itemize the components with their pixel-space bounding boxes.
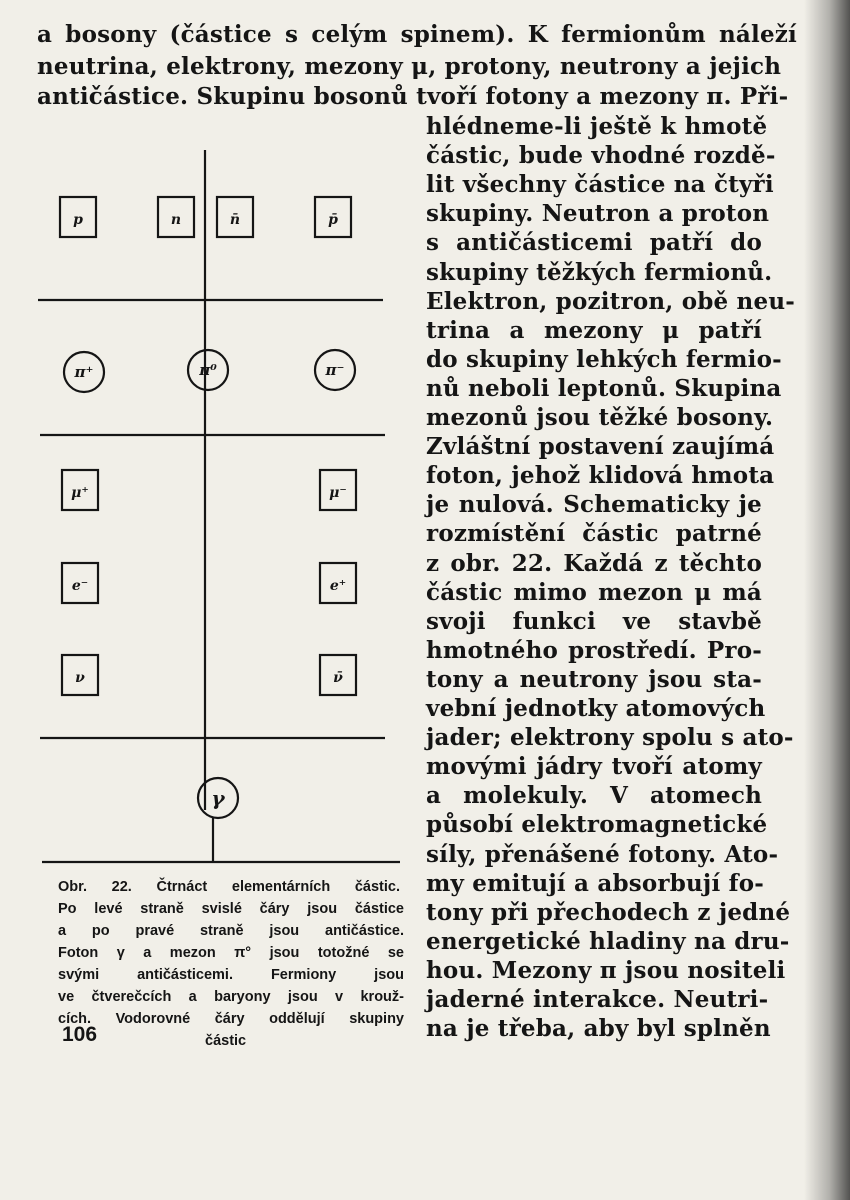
body-line-right-32: na je třeba, aby byl splněn	[426, 1015, 771, 1043]
body-line-right-21: vební jednotky atomových	[426, 695, 766, 722]
label-pi-plus: π⁺	[74, 363, 94, 381]
body-line-right-4: skupiny. Neutron a proton	[426, 200, 770, 228]
label-e-plus: e⁺	[329, 578, 347, 594]
label-mu-minus: μ⁻	[329, 485, 347, 501]
label-p: p	[73, 212, 83, 228]
body-line-right-12: Zvláštní postavení zaujímá	[426, 433, 775, 461]
body-line-top-2: neutrina, elektrony, mezony μ, protony, neutrony a jejich	[37, 53, 782, 80]
body-line-right-20: tony a neutrony jsou sta-	[426, 665, 762, 693]
body-line-right-1: hlédneme-li ještě k hmotě	[426, 113, 768, 140]
body-line-right-19: hmotného prostředí. Pro-	[426, 636, 762, 664]
label-e-minus: e⁻	[71, 578, 89, 594]
body-line-right-26: síly, přenášené fotony. Ato-	[426, 840, 779, 868]
label-pi-zero: π⁰	[199, 361, 217, 379]
body-line-right-29: energetické hladiny na dru-	[426, 927, 790, 955]
figure-caption-line-5: svými antičásticemi. Fermiony jsou	[58, 967, 404, 983]
figure-caption-line-4: Foton γ a mezon π° jsou totožné se	[58, 945, 404, 961]
label-nu-bar: ν̄	[333, 670, 343, 686]
figure-caption-line-6: ve čtverečcích a baryony jsou v krouž-	[58, 989, 404, 1005]
figure-caption-line-2: Po levé straně svislé čáry jsou částice	[58, 901, 404, 917]
label-gamma: γ	[211, 786, 225, 810]
body-line-top-3: antičástice. Skupinu bosonů tvoří fotony a mezony π. Při-	[37, 83, 789, 110]
body-line-right-2: částic, bude vhodné rozdě-	[426, 142, 776, 170]
label-mu-plus: μ⁺	[71, 485, 89, 501]
label-n-bar: n̄	[229, 212, 241, 228]
body-line-right-24: a molekuly. V atomech	[426, 782, 762, 810]
body-line-right-3: lit všechny částice na čtyři	[426, 171, 774, 199]
body-line-right-14: je nulová. Schematicky je	[426, 491, 762, 519]
body-line-right-11: mezonů jsou těžké bosony.	[426, 404, 774, 431]
page-number: 106	[62, 1023, 98, 1046]
body-line-right-15: rozmístění částic patrné	[426, 520, 762, 548]
body-line-right-28: tony při přechodech z jedné	[426, 898, 791, 926]
label-p-bar: p̄	[328, 212, 338, 228]
body-line-right-6: skupiny těžkých fermionů.	[426, 258, 773, 286]
body-line-right-8: trina a mezony μ patří	[426, 316, 762, 344]
body-line-right-16: z obr. 22. Každá z těchto	[426, 549, 762, 577]
body-line-right-23: movými jádry tvoří atomy	[426, 753, 762, 781]
body-line-right-30: hou. Mezony π jsou nositeli	[426, 956, 786, 984]
figure-caption-line-8: částic	[205, 1033, 247, 1049]
body-line-top-1: a bosony (částice s celým spinem). K fermionům náleží	[37, 21, 797, 48]
body-line-right-27: my emitují a absorbují fo-	[426, 869, 764, 897]
figure-caption-line-1: Obr. 22. Čtrnáct elementárních částic.	[58, 879, 400, 895]
label-pi-minus: π⁻	[325, 361, 345, 379]
body-line-right-7: Elektron, pozitron, obě neu-	[426, 287, 795, 315]
body-line-right-9: do skupiny lehkých fermio-	[426, 345, 782, 373]
body-line-right-5: s antičásticemi patří do	[426, 229, 762, 257]
figure-caption-line-3: a po pravé straně jsou antičástice.	[58, 923, 404, 939]
body-line-right-17: částic mimo mezon μ má	[426, 578, 762, 606]
figure-caption-line-7: cích. Vodorovné čáry oddělují skupiny	[58, 1011, 404, 1027]
label-nu: ν	[75, 670, 85, 686]
body-line-right-18: svoji funkci ve stavbě	[426, 607, 762, 635]
body-line-right-31: jaderné interakce. Neutri-	[426, 986, 769, 1013]
body-line-right-22: jader; elektrony spolu s ato-	[426, 724, 794, 752]
label-n: n	[170, 212, 182, 228]
body-line-right-10: nů neboli leptonů. Skupina	[426, 374, 782, 402]
body-line-right-13: foton, jehož klidová hmota	[426, 462, 775, 490]
body-line-right-25: působí elektromagnetické	[426, 811, 768, 839]
